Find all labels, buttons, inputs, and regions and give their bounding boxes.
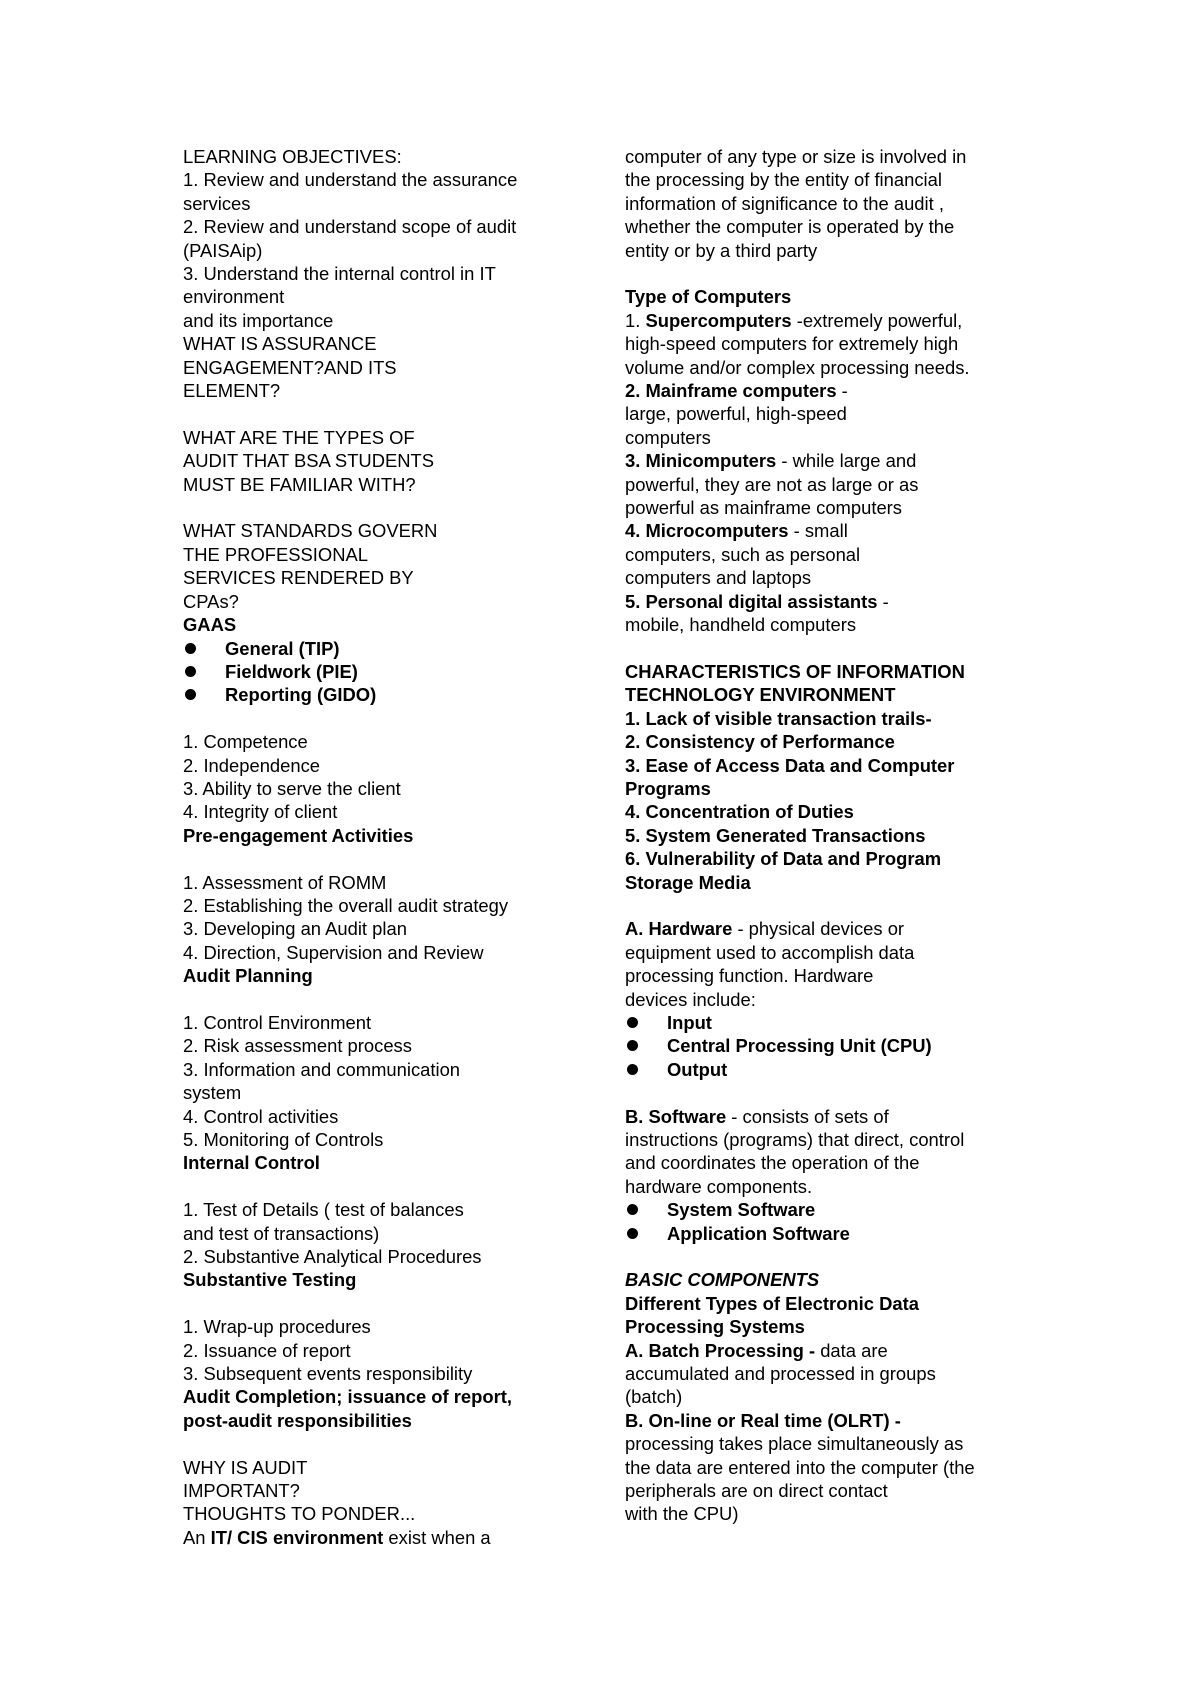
line-text: ENGAGEMENT?AND ITS: [183, 356, 397, 378]
text-line: [183, 1385, 563, 1408]
text-line: [625, 847, 1025, 870]
blank-line: [183, 496, 563, 519]
blank-line: [183, 1175, 563, 1198]
line-text-tail: - small: [788, 520, 848, 542]
text-line: [183, 285, 563, 308]
text-line: [183, 473, 563, 496]
line-text: computer of any type or size is involved in: [625, 146, 967, 167]
left-column: [183, 145, 563, 1549]
line-text: 3. Subsequent events responsibility: [183, 1363, 473, 1385]
line-text: volume and/or complex processing needs.: [625, 356, 970, 378]
bullet-icon: [627, 1228, 638, 1239]
line-text: 1. Test of Details ( test of balances: [183, 1199, 464, 1221]
text-line: [625, 566, 1025, 589]
line-text: 1. Wrap-up procedures: [183, 1316, 371, 1338]
text-line: [625, 613, 1025, 636]
line-text: with the CPU): [625, 1503, 739, 1525]
text-line: [183, 519, 563, 542]
line-text: LEARNING OBJECTIVES:: [183, 146, 402, 167]
line-bold-text: 2. Mainframe computers: [625, 380, 837, 402]
text-line: [183, 1339, 563, 1362]
bullet-item: [625, 1222, 1025, 1245]
line-text: (PAISAip): [183, 239, 263, 261]
line-text: 4. Integrity of client: [183, 801, 338, 823]
line-bold-text: Pre-engagement Activities: [183, 824, 414, 846]
line-text: the processing by the entity of financial: [625, 169, 942, 191]
line-text: devices include:: [625, 988, 756, 1010]
text-line: [625, 215, 1025, 238]
line-text: 3. Developing an Audit plan: [183, 918, 407, 940]
line-text: 3. Understand the internal control in IT: [183, 263, 496, 285]
line-text: powerful as mainframe computers: [625, 497, 902, 519]
line-text: (batch): [625, 1386, 683, 1408]
text-line: [183, 730, 563, 753]
bullet-item: [625, 1058, 1025, 1081]
text-line: [183, 613, 563, 636]
line-bold-text: Different Types of Electronic Data: [625, 1292, 919, 1314]
line-text: computers and laptops: [625, 567, 812, 589]
text-line: [183, 543, 563, 566]
line-text: hardware components.: [625, 1175, 813, 1197]
text-line: [183, 1151, 563, 1174]
line-text: 2. Establishing the overall audit strategy: [183, 894, 509, 916]
line-bold-text: Storage Media: [625, 871, 751, 893]
bullet-label: Application Software: [667, 1222, 850, 1244]
text-line: [625, 1362, 1025, 1385]
text-line: [625, 1385, 1025, 1408]
text-line: [183, 777, 563, 800]
line-bold-text: Audit Planning: [183, 965, 313, 987]
line-text: instructions (programs) that direct, control: [625, 1129, 965, 1150]
blank-line: [625, 262, 1025, 285]
blank-line: [183, 1292, 563, 1315]
bullet-icon: [627, 1204, 638, 1215]
bullet-label: Fieldwork (PIE): [225, 660, 358, 682]
text-line: [183, 1105, 563, 1128]
line-text: WHAT STANDARDS GOVERN: [183, 520, 438, 542]
line-text: SERVICES RENDERED BY: [183, 567, 414, 589]
line-text: 3. Ability to serve the client: [183, 777, 401, 799]
text-line: [625, 1268, 1025, 1291]
line-text-tail: -extremely powerful,: [791, 309, 963, 331]
line-text: 2. Risk assessment process: [183, 1035, 412, 1057]
text-line: [625, 824, 1025, 847]
line-text: 2. Review and understand scope of audit: [183, 216, 517, 238]
bullet-icon: [627, 1040, 638, 1051]
blank-line: [625, 1081, 1025, 1104]
bullet-label: Input: [667, 1011, 712, 1033]
text-line: [183, 1081, 563, 1104]
line-text: 1. Control Environment: [183, 1011, 372, 1033]
line-text: WHY IS AUDIT: [183, 1456, 308, 1478]
line-text: 2. Independence: [183, 754, 321, 776]
line-bold-text: Processing Systems: [625, 1316, 805, 1338]
text-line: [625, 800, 1025, 823]
text-line: [183, 964, 563, 987]
bullet-item: [625, 1198, 1025, 1221]
text-line: [625, 988, 1025, 1011]
line-text: MUST BE FAMILIAR WITH?: [183, 473, 416, 495]
line-text: high-speed computers for extremely high: [625, 333, 959, 355]
line-text: information of significance to the audit ,: [625, 192, 944, 214]
text-line: [625, 1502, 1025, 1525]
text-line: [625, 683, 1025, 706]
text-line: [625, 1339, 1025, 1362]
line-text: mobile, handheld computers: [625, 614, 857, 636]
line-bold-text: 4. Microcomputers: [625, 520, 789, 542]
blank-line: [183, 847, 563, 870]
line-bold-text: GAAS: [183, 614, 237, 636]
text-line: [625, 426, 1025, 449]
line-text: powerful, they are not as large or as: [625, 473, 919, 495]
blank-line: [183, 1432, 563, 1455]
line-text: computers: [625, 426, 711, 448]
text-line: [625, 730, 1025, 753]
bullet-icon: [185, 689, 196, 700]
right-column: [625, 145, 1025, 1526]
line-text: whether the computer is operated by the: [625, 216, 955, 238]
text-line: [625, 356, 1025, 379]
text-line: [183, 1526, 563, 1549]
blank-line: [625, 1245, 1025, 1268]
line-text: WHAT ARE THE TYPES OF: [183, 426, 415, 448]
line-bold-text: 3. Ease of Access Data and Computer: [625, 754, 955, 776]
text-line: [625, 402, 1025, 425]
blank-line: [183, 707, 563, 730]
line-bold-text: IT/ CIS environment: [210, 1526, 384, 1548]
bullet-item: [183, 683, 563, 706]
line-text: CPAs?: [183, 590, 239, 612]
text-line: [625, 1175, 1025, 1198]
text-line: [183, 941, 563, 964]
text-line: [625, 754, 1025, 777]
line-text: THOUGHTS TO PONDER...: [183, 1503, 416, 1525]
bullet-label: Central Processing Unit (CPU): [667, 1035, 932, 1057]
text-line: [625, 660, 1025, 683]
line-text-tail: data are: [815, 1339, 888, 1361]
line-text: 1. Competence: [183, 731, 308, 753]
line-text: 2. Issuance of report: [183, 1339, 351, 1361]
text-line: [183, 309, 563, 332]
text-line: [183, 145, 563, 168]
text-line: [625, 1432, 1025, 1455]
text-line: [183, 1409, 563, 1432]
line-text: An: [183, 1526, 211, 1548]
blank-line: [183, 988, 563, 1011]
text-line: [183, 1502, 563, 1525]
line-text: and its importance: [183, 309, 334, 331]
line-text: 3. Information and communication: [183, 1058, 461, 1080]
text-line: [183, 871, 563, 894]
blank-line: [183, 402, 563, 425]
bullet-item: [183, 660, 563, 683]
text-line: [183, 1034, 563, 1057]
text-line: [625, 941, 1025, 964]
text-line: [625, 1105, 1025, 1128]
bullet-icon: [185, 643, 196, 654]
text-line: [625, 145, 1025, 168]
text-line: [183, 824, 563, 847]
text-line: [625, 871, 1025, 894]
text-line: [183, 754, 563, 777]
text-line: [625, 1151, 1025, 1174]
blank-line: [625, 637, 1025, 660]
bullet-item: [625, 1011, 1025, 1034]
line-text: entity or by a third party: [625, 239, 818, 261]
text-line: [183, 566, 563, 589]
text-line: [183, 239, 563, 262]
line-bold-text: Substantive Testing: [183, 1269, 357, 1291]
line-text: computers, such as personal: [625, 543, 861, 565]
line-text: system: [183, 1082, 242, 1104]
bullet-label: General (TIP): [225, 637, 340, 659]
line-bold-text: 3. Minicomputers: [625, 450, 777, 472]
line-text: 5. Monitoring of Controls: [183, 1128, 384, 1150]
text-line: [183, 1058, 563, 1081]
line-bold-text: Audit Completion; issuance of report,: [183, 1386, 513, 1408]
text-line: [625, 707, 1025, 730]
text-line: [625, 309, 1025, 332]
bullet-icon: [627, 1064, 638, 1075]
line-bold-text: B. On-line or Real time (OLRT) -: [625, 1409, 901, 1431]
line-text: ELEMENT?: [183, 380, 281, 402]
text-line: [625, 1456, 1025, 1479]
line-bold-text: Supercomputers: [645, 309, 792, 331]
line-text: environment: [183, 286, 285, 308]
line-bold-text: A. Hardware: [625, 918, 733, 940]
bullet-icon: [185, 666, 196, 677]
text-line: [625, 964, 1025, 987]
text-line: [625, 519, 1025, 542]
line-text: 1. Review and understand the assurance: [183, 169, 518, 191]
text-line: [183, 379, 563, 402]
text-line: [625, 1315, 1025, 1338]
text-line: [183, 1245, 563, 1268]
line-bold-text: post-audit responsibilities: [183, 1409, 412, 1431]
text-line: [625, 1479, 1025, 1502]
text-line: [625, 239, 1025, 262]
bullet-label: System Software: [667, 1199, 816, 1221]
text-line: [625, 473, 1025, 496]
line-text: 1. Assessment of ROMM: [183, 871, 387, 893]
line-text-tail: -: [877, 590, 889, 612]
line-bold-text: A. Batch Processing -: [625, 1339, 816, 1361]
text-line: [183, 215, 563, 238]
text-line: [183, 917, 563, 940]
line-text: 1.: [625, 309, 646, 331]
line-text-tail: - physical devices or: [732, 918, 905, 940]
text-line: [625, 332, 1025, 355]
line-text: 2. Substantive Analytical Procedures: [183, 1246, 482, 1267]
line-text: peripherals are on direct contact: [625, 1480, 888, 1502]
line-bold-text: Programs: [625, 777, 711, 799]
text-line: [183, 1011, 563, 1034]
line-text: AUDIT THAT BSA STUDENTS: [183, 450, 435, 472]
text-line: [183, 1198, 563, 1221]
text-line: [625, 543, 1025, 566]
text-line: [625, 192, 1025, 215]
text-line: [183, 894, 563, 917]
line-text: large, powerful, high-speed: [625, 403, 847, 425]
text-line: [625, 168, 1025, 191]
text-line: [183, 262, 563, 285]
section-heading: BASIC COMPONENTS: [625, 1269, 820, 1291]
line-bold-text: Internal Control: [183, 1152, 320, 1174]
text-line: [183, 1268, 563, 1291]
line-text: and test of transactions): [183, 1222, 380, 1244]
line-text: 4. Direction, Supervision and Review: [183, 941, 484, 963]
text-line: [183, 800, 563, 823]
line-text: accumulated and processed in groups: [625, 1363, 936, 1385]
line-text: and coordinates the operation of the: [625, 1152, 920, 1174]
text-line: [183, 1479, 563, 1502]
line-text: 4. Control activities: [183, 1105, 339, 1127]
text-line: [183, 1456, 563, 1479]
text-line: [625, 496, 1025, 519]
text-line: [183, 1222, 563, 1245]
text-line: [625, 777, 1025, 800]
bullet-label: Reporting (GIDO): [225, 684, 377, 706]
line-text: IMPORTANT?: [183, 1480, 300, 1502]
line-text: processing takes place simultaneously as: [625, 1433, 964, 1455]
line-bold-text: Type of Computers: [625, 286, 792, 308]
line-text-tail: - while large and: [776, 450, 917, 472]
text-line: [183, 426, 563, 449]
line-bold-text: B. Software: [625, 1105, 727, 1127]
line-bold-text: 5. System Generated Transactions: [625, 824, 926, 846]
line-text-tail: exist when a: [383, 1526, 491, 1548]
text-line: [183, 1128, 563, 1151]
line-bold-text: TECHNOLOGY ENVIRONMENT: [625, 684, 896, 706]
line-text-tail: - consists of sets of: [726, 1105, 889, 1127]
line-text: WHAT IS ASSURANCE: [183, 333, 377, 355]
line-bold-text: 2. Consistency of Performance: [625, 731, 895, 753]
bullet-icon: [627, 1017, 638, 1028]
bullet-item: [625, 1034, 1025, 1057]
line-text: services: [183, 192, 251, 214]
line-bold-text: 4. Concentration of Duties: [625, 801, 854, 823]
text-line: [625, 285, 1025, 308]
bullet-label: Output: [667, 1058, 728, 1080]
line-text: THE PROFESSIONAL: [183, 543, 368, 565]
text-line: [183, 356, 563, 379]
text-line: [183, 192, 563, 215]
line-text-tail: -: [836, 380, 848, 402]
text-line: [183, 1362, 563, 1385]
line-text: the data are entered into the computer (the: [625, 1456, 975, 1478]
line-text: equipment used to accomplish data: [625, 941, 915, 963]
text-line: [625, 379, 1025, 402]
text-line: [625, 1409, 1025, 1432]
bullet-item: [183, 637, 563, 660]
line-bold-text: 5. Personal digital assistants: [625, 590, 878, 612]
text-line: [183, 168, 563, 191]
line-bold-text: 1. Lack of visible transaction trails-: [625, 707, 932, 729]
text-line: [183, 332, 563, 355]
line-bold-text: 6. Vulnerability of Data and Program: [625, 848, 942, 870]
line-text: processing function. Hardware: [625, 965, 874, 987]
text-line: [625, 449, 1025, 472]
text-line: [625, 917, 1025, 940]
text-line: [183, 1315, 563, 1338]
text-line: [625, 1292, 1025, 1315]
blank-line: [625, 894, 1025, 917]
text-line: [625, 1128, 1025, 1151]
text-line: [183, 590, 563, 613]
line-bold-text: CHARACTERISTICS OF INFORMATION: [625, 660, 965, 682]
text-line: [625, 590, 1025, 613]
text-line: [183, 449, 563, 472]
